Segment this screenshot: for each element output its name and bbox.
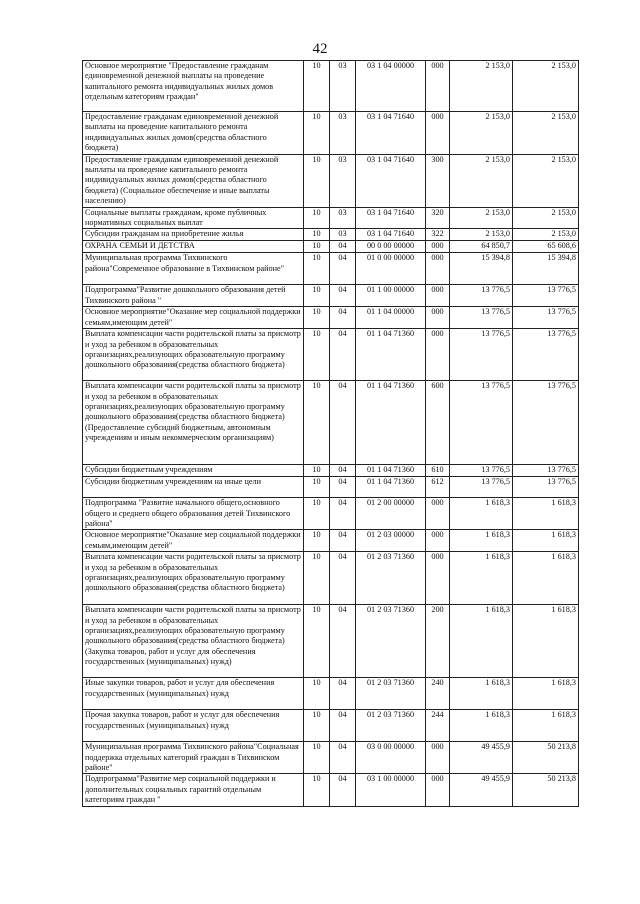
target-article-cell: 01 2 03 71360	[356, 605, 426, 678]
table-row	[83, 112, 579, 155]
row-name-cell: Предоставление гражданам единовременной денежной выплаты на проведение капитального ремонта индивидуальных жилых домов(средства областного бюджета) (Социальное обеспечение и иные выплаты населению)	[83, 154, 304, 207]
table-row	[83, 207, 579, 229]
row-name-cell: Муниципальная программа Тихвинского района"Социальная поддержка отдельных категорий граждан в Тихвинском районе"	[83, 742, 304, 774]
amount-year1-cell: 1 618,3	[450, 678, 513, 710]
amount-year2-cell: 2 153,0	[513, 112, 579, 155]
section-code-cell: 10	[304, 774, 330, 806]
subsection-code-cell: 04	[330, 678, 356, 710]
subsection-code-cell: 04	[330, 253, 356, 285]
expense-type-cell: 000	[426, 552, 450, 605]
expense-type-cell: 000	[426, 530, 450, 552]
subsection-code-cell: 04	[330, 329, 356, 381]
target-article-cell: 01 2 00 00000	[356, 498, 426, 530]
expense-type-cell: 000	[426, 285, 450, 307]
section-code-cell: 10	[304, 253, 330, 285]
expense-type-cell: 000	[426, 61, 450, 112]
row-name-cell: Основное мероприятие"Оказание мер социальной поддержки семьям,имеющим детей"	[83, 530, 304, 552]
row-name-cell: Основное мероприятие "Предоставление гражданам единовременной денежной выплаты на проведение капитального ремонта индивидуальных жилых домов отдельным категориям граждан"	[83, 61, 304, 112]
budget-table	[82, 60, 579, 807]
target-article-cell: 03 0 00 00000	[356, 742, 426, 774]
expense-type-cell: 000	[426, 742, 450, 774]
subsection-code-cell: 03	[330, 207, 356, 229]
expense-type-cell: 000	[426, 498, 450, 530]
amount-year2-cell: 13 776,5	[513, 285, 579, 307]
subsection-code-cell: 04	[330, 710, 356, 742]
table-row	[83, 774, 579, 806]
subsection-code-cell: 04	[330, 774, 356, 806]
subsection-code-cell: 03	[330, 61, 356, 112]
table-row	[83, 742, 579, 774]
amount-year1-cell: 13 776,5	[450, 285, 513, 307]
expense-type-cell: 322	[426, 229, 450, 241]
amount-year1-cell: 13 776,5	[450, 381, 513, 465]
row-name-cell: Социальные выплаты гражданам, кроме публичных нормативных социальных выплат	[83, 207, 304, 229]
expense-type-cell: 320	[426, 207, 450, 229]
table-row	[83, 530, 579, 552]
subsection-code-cell: 04	[330, 530, 356, 552]
page-number: 42	[312, 41, 328, 57]
expense-type-cell: 610	[426, 465, 450, 477]
target-article-cell: 01 1 04 71360	[356, 381, 426, 465]
expense-type-cell: 244	[426, 710, 450, 742]
subsection-code-cell: 03	[330, 112, 356, 155]
target-article-cell: 01 2 03 71360	[356, 710, 426, 742]
target-article-cell: 01 2 03 71360	[356, 552, 426, 605]
target-article-cell: 01 1 04 71360	[356, 465, 426, 477]
amount-year1-cell: 1 618,3	[450, 605, 513, 678]
row-name-cell: Иные закупки товаров, работ и услуг для обеспечения государственных (муниципальных) нужд	[83, 678, 304, 710]
subsection-code-cell: 04	[330, 465, 356, 477]
expense-type-cell: 200	[426, 605, 450, 678]
subsection-code-cell: 04	[330, 241, 356, 253]
amount-year1-cell: 1 618,3	[450, 710, 513, 742]
section-code-cell: 10	[304, 207, 330, 229]
row-name-cell: Прочая закупка товаров, работ и услуг для обеспечения государственных (муниципальных) нужд	[83, 710, 304, 742]
amount-year1-cell: 13 776,5	[450, 477, 513, 498]
section-code-cell: 10	[304, 241, 330, 253]
table-row	[83, 710, 579, 742]
expense-type-cell: 000	[426, 253, 450, 285]
target-article-cell: 01 1 04 00000	[356, 307, 426, 329]
amount-year1-cell: 2 153,0	[450, 207, 513, 229]
row-name-cell: Подпрограмма"Развитие мер социальной поддержки и дополнительных социальных гарантий отдельным категориям граждан "	[83, 774, 304, 806]
subsection-code-cell: 04	[330, 605, 356, 678]
subsection-code-cell: 04	[330, 381, 356, 465]
target-article-cell: 01 1 00 00000	[356, 285, 426, 307]
table-row	[83, 477, 579, 498]
amount-year1-cell: 2 153,0	[450, 61, 513, 112]
subsection-code-cell: 04	[330, 477, 356, 498]
section-code-cell: 10	[304, 710, 330, 742]
amount-year2-cell: 50 213,8	[513, 742, 579, 774]
amount-year2-cell: 13 776,5	[513, 465, 579, 477]
row-name-cell: Муниципальная программа Тихвинского района"Современное образование в Тихвинском районе"	[83, 253, 304, 285]
amount-year2-cell: 50 213,8	[513, 774, 579, 806]
table-row	[83, 241, 579, 253]
amount-year2-cell: 1 618,3	[513, 605, 579, 678]
section-code-cell: 10	[304, 605, 330, 678]
target-article-cell: 03 1 04 71640	[356, 154, 426, 207]
expense-type-cell: 612	[426, 477, 450, 498]
table-row	[83, 552, 579, 605]
amount-year2-cell: 1 618,3	[513, 530, 579, 552]
amount-year2-cell: 13 776,5	[513, 307, 579, 329]
target-article-cell: 01 2 03 71360	[356, 678, 426, 710]
section-code-cell: 10	[304, 477, 330, 498]
amount-year1-cell: 49 455,9	[450, 742, 513, 774]
row-name-cell: Основное мероприятие"Оказание мер социальной поддержки семьям,имеющим детей"	[83, 307, 304, 329]
section-code-cell: 10	[304, 381, 330, 465]
amount-year1-cell: 15 394,8	[450, 253, 513, 285]
subsection-code-cell: 04	[330, 285, 356, 307]
section-code-cell: 10	[304, 742, 330, 774]
table-row	[83, 307, 579, 329]
subsection-code-cell: 04	[330, 498, 356, 530]
target-article-cell: 01 1 04 71360	[356, 329, 426, 381]
amount-year2-cell: 2 153,0	[513, 154, 579, 207]
amount-year2-cell: 2 153,0	[513, 61, 579, 112]
row-name-cell: Предоставление гражданам единовременной денежной выплаты на проведение капитального ремонта индивидуальных жилых домов(средства областного бюджета)	[83, 112, 304, 155]
target-article-cell: 03 1 04 71640	[356, 207, 426, 229]
amount-year2-cell: 1 618,3	[513, 710, 579, 742]
amount-year2-cell: 2 153,0	[513, 229, 579, 241]
table-row	[83, 61, 579, 112]
subsection-code-cell: 04	[330, 552, 356, 605]
row-name-cell: Выплата компенсации части родительской платы за присмотр и уход за ребенком в образовательных организациях,реализующих образовательную программу дошкольного образования(средства областного бюджета)	[83, 329, 304, 381]
subsection-code-cell: 04	[330, 307, 356, 329]
row-name-cell: ОХРАНА СЕМЬИ И ДЕТСТВА	[83, 241, 304, 253]
subsection-code-cell: 03	[330, 154, 356, 207]
section-code-cell: 10	[304, 465, 330, 477]
amount-year2-cell: 2 153,0	[513, 207, 579, 229]
row-name-cell: Субсидии гражданам на приобретение жилья	[83, 229, 304, 241]
amount-year1-cell: 2 153,0	[450, 154, 513, 207]
section-code-cell: 10	[304, 552, 330, 605]
section-code-cell: 10	[304, 498, 330, 530]
section-code-cell: 10	[304, 530, 330, 552]
expense-type-cell: 240	[426, 678, 450, 710]
table-row	[83, 285, 579, 307]
row-name-cell: Выплата компенсации части родительской платы за присмотр и уход за ребенком в образовательных организациях,реализующих образовательную программу дошкольного образования(средства областного бюджета) (Закупка товаров, работ и услуг для обеспечения государственных (муниципальных) нужд)	[83, 605, 304, 678]
amount-year2-cell: 65 608,6	[513, 241, 579, 253]
target-article-cell: 03 1 04 71640	[356, 112, 426, 155]
amount-year1-cell: 1 618,3	[450, 498, 513, 530]
row-name-cell: Субсидии бюджетным учреждениям на иные цели	[83, 477, 304, 498]
amount-year2-cell: 13 776,5	[513, 477, 579, 498]
section-code-cell: 10	[304, 285, 330, 307]
amount-year1-cell: 2 153,0	[450, 112, 513, 155]
table-row	[83, 253, 579, 285]
subsection-code-cell: 04	[330, 742, 356, 774]
amount-year1-cell: 13 776,5	[450, 465, 513, 477]
table-row	[83, 229, 579, 241]
amount-year2-cell: 13 776,5	[513, 381, 579, 465]
table-row	[83, 154, 579, 207]
target-article-cell: 01 1 04 71360	[356, 477, 426, 498]
table-row	[83, 498, 579, 530]
amount-year2-cell: 1 618,3	[513, 498, 579, 530]
amount-year1-cell: 2 153,0	[450, 229, 513, 241]
expense-type-cell: 000	[426, 329, 450, 381]
target-article-cell: 03 1 04 00000	[356, 61, 426, 112]
target-article-cell: 01 2 03 00000	[356, 530, 426, 552]
table-row	[83, 465, 579, 477]
table-row	[83, 381, 579, 465]
amount-year2-cell: 15 394,8	[513, 253, 579, 285]
amount-year2-cell: 13 776,5	[513, 329, 579, 381]
table-row	[83, 678, 579, 710]
section-code-cell: 10	[304, 678, 330, 710]
amount-year2-cell: 1 618,3	[513, 552, 579, 605]
target-article-cell: 03 1 00 00000	[356, 774, 426, 806]
expense-type-cell: 600	[426, 381, 450, 465]
amount-year1-cell: 49 455,9	[450, 774, 513, 806]
target-article-cell: 03 1 04 71640	[356, 229, 426, 241]
section-code-cell: 10	[304, 229, 330, 241]
row-name-cell: Подпрограмма "Развитие начального общего,основного общего и среднего общего образования детей Тихвинского района"	[83, 498, 304, 530]
row-name-cell: Подпрограмма"Развитие дошкольного образования детей Тихвинского района "	[83, 285, 304, 307]
expense-type-cell: 000	[426, 774, 450, 806]
expense-type-cell: 000	[426, 307, 450, 329]
table-row	[83, 605, 579, 678]
section-code-cell: 10	[304, 112, 330, 155]
target-article-cell: 00 0 00 00000	[356, 241, 426, 253]
section-code-cell: 10	[304, 154, 330, 207]
section-code-cell: 10	[304, 307, 330, 329]
row-name-cell: Выплата компенсации части родительской платы за присмотр и уход за ребенком в образовательных организациях,реализующих образовательную программу дошкольного образования(средства областного бюджета)	[83, 552, 304, 605]
table-row	[83, 329, 579, 381]
expense-type-cell: 000	[426, 112, 450, 155]
row-name-cell: Выплата компенсации части родительской платы за присмотр и уход за ребенком в образовательных организациях,реализующих образовательную программу дошкольного образования(средства областного бюджета) (Предоставление субсидий бюджетным, автономным учреждениям и иным некоммерческим организациям)	[83, 381, 304, 465]
amount-year1-cell: 13 776,5	[450, 329, 513, 381]
expense-type-cell: 000	[426, 241, 450, 253]
amount-year2-cell: 1 618,3	[513, 678, 579, 710]
amount-year1-cell: 1 618,3	[450, 530, 513, 552]
row-name-cell: Субсидии бюджетным учреждениям	[83, 465, 304, 477]
amount-year1-cell: 64 850,7	[450, 241, 513, 253]
subsection-code-cell: 03	[330, 229, 356, 241]
amount-year1-cell: 13 776,5	[450, 307, 513, 329]
amount-year1-cell: 1 618,3	[450, 552, 513, 605]
target-article-cell: 01 0 00 00000	[356, 253, 426, 285]
expense-type-cell: 300	[426, 154, 450, 207]
section-code-cell: 10	[304, 329, 330, 381]
section-code-cell: 10	[304, 61, 330, 112]
